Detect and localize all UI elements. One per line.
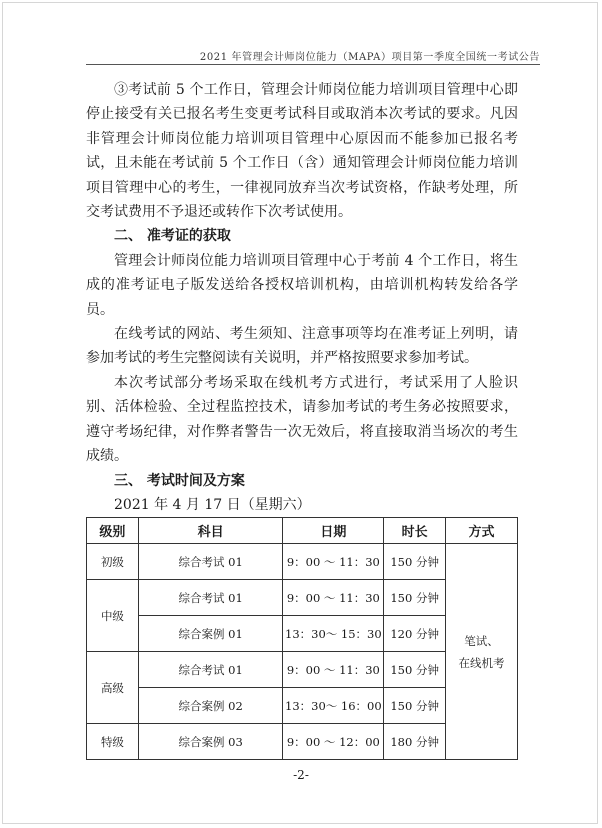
body-text (86, 78, 518, 517)
column-header-subject: 科目 (138, 518, 283, 544)
time-cell: 13：30～ 15：30 (283, 616, 384, 652)
exam-date: 2021 年 4 月 17 日（星期六） (114, 496, 311, 513)
duration-cell: 120 分钟 (384, 616, 446, 652)
duration-cell: 150 分钟 (384, 544, 446, 580)
duration-cell: 150 分钟 (384, 580, 446, 616)
table-header-row (87, 518, 518, 544)
method-line-1: 笔试、 (464, 633, 499, 648)
header-rule (86, 64, 540, 65)
duration-cell: 150 分钟 (384, 652, 446, 688)
level-cell: 特级 (87, 724, 139, 760)
column-header-duration: 时长 (384, 518, 446, 544)
level-cell: 初级 (87, 544, 139, 580)
method-cell (446, 544, 518, 760)
duration-cell: 180 分钟 (384, 724, 446, 760)
subject-cell: 综合考试 01 (138, 580, 283, 616)
column-header-method: 方式 (446, 518, 518, 544)
paragraph-ticket-delivery: 管理会计师岗位能力培训项目管理中心于考前 4 个工作日，将生成的准考证电子版发送给各授权培训机构，由培训机构转发给各学员。 (86, 252, 518, 318)
page-number: -2- (293, 768, 309, 782)
column-header-level: 级别 (87, 518, 139, 544)
exam-schedule-table (86, 517, 518, 760)
method-line-2: 在线机考 (458, 655, 505, 670)
paragraph-online-info: 在线考试的网站、考生须知、注意事项等均在准考证上列明，请参加考试的考生完整阅读有关说明，并严格按照要求参加考试。 (86, 326, 518, 367)
subject-cell: 综合案例 02 (138, 688, 283, 724)
section-heading-admission-ticket: 二、 准考证的获取 (114, 228, 231, 245)
subject-cell: 综合案例 03 (138, 724, 283, 760)
time-cell: 9：00 ～ 11：30 (283, 580, 384, 616)
time-cell: 13：30～ 16：00 (283, 688, 384, 724)
subject-cell: 综合案例 01 (138, 616, 283, 652)
section-heading-schedule: 三、 考试时间及方案 (114, 472, 245, 489)
column-header-date: 日期 (283, 518, 384, 544)
paragraph-cancellation-rule: ③考试前 5 个工作日，管理会计师岗位能力培训项目管理中心即停止接受有关已报名考生变更考试科目或取消本次考试的要求。凡因非管理会计师岗位能力培训项目管理中心原因而不能参加已报名考试，且未能在考试前 5 个工作日（含）通知管理会计师岗位能力培训项目管理中心的考生，一律视同放弃当次考试资格，作缺考处理，所交考试费用不予退还或转作下次考试使用。 (86, 82, 518, 221)
subject-cell: 综合考试 01 (138, 652, 283, 688)
paragraph-exam-discipline: 本次考试部分考场采取在线机考方式进行，考试采用了人脸识别、活体检验、全过程监控技术，请参加考试的考生务必按照要求，遵守考场纪律，对作弊者警告一次无效后，将直接取消当场次的考生成绩。 (86, 374, 518, 465)
time-cell: 9：00 ～ 12：00 (283, 724, 384, 760)
level-cell: 高级 (87, 652, 139, 724)
time-cell: 9：00 ～ 11：30 (283, 652, 384, 688)
document-header: 2021 年管理会计师岗位能力（MAPA）项目第一季度全国统一考试公告 (199, 52, 540, 63)
subject-cell: 综合考试 01 (138, 544, 283, 580)
level-cell: 中级 (87, 580, 139, 652)
table-row (87, 544, 518, 580)
time-cell: 9：00 ～ 11：30 (283, 544, 384, 580)
duration-cell: 150 分钟 (384, 688, 446, 724)
